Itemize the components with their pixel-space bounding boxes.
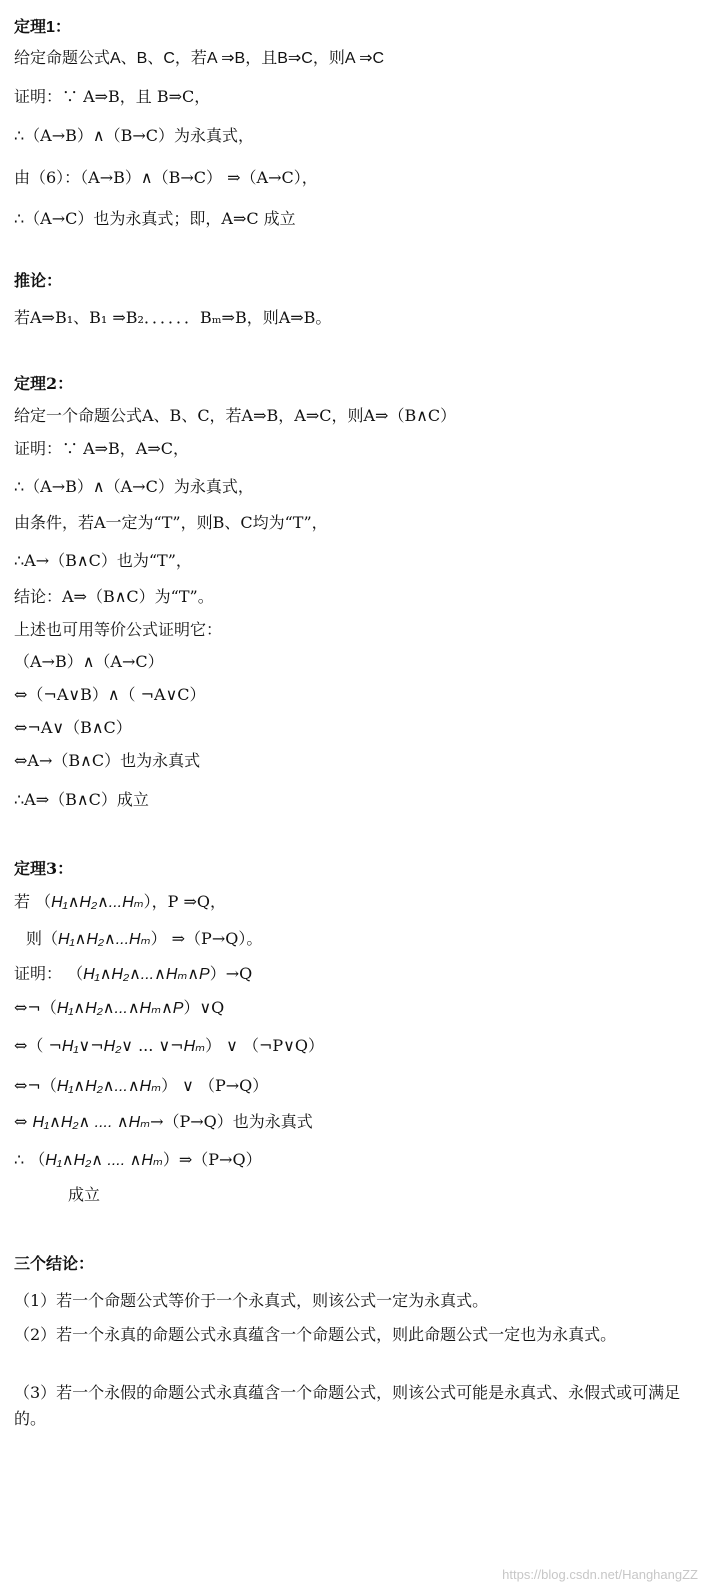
- theorem3-proof-step: 成立: [68, 1185, 101, 1204]
- theorem3-hypothesis: [14, 892, 226, 913]
- formula-part: H₁∧H₂∧ .... ∧Hₘ: [45, 1152, 163, 1169]
- theorem3-proof-line: [14, 964, 252, 985]
- theorem2-proof-line: 上述也可用等价公式证明它：: [14, 620, 223, 639]
- theorem3-proof-step: [14, 1076, 268, 1097]
- theorem2-proof-line: 结论：A⇒（B∧C）为“T”。: [14, 587, 214, 606]
- text-part: ）∨Q: [183, 998, 225, 1017]
- formula-part: H₁: [61, 1038, 79, 1055]
- theorem3-proof-step: [14, 1036, 324, 1057]
- theorem2-equivalence-step: ⇔（¬A∨B）∧（ ¬A∨C）: [14, 685, 206, 704]
- theorem2-statement: 给定一个命题公式A、B、C，若A⇒B，A⇒C，则A⇒（B∧C）: [14, 406, 457, 425]
- text-part: ⇔（ ¬: [14, 1036, 62, 1055]
- formula-part: H₁∧H₂∧...Hₘ: [51, 894, 144, 911]
- theorem3-proof-step: [14, 1112, 313, 1133]
- text-part: ） ∨ （P→Q）: [161, 1076, 269, 1095]
- conclusion-item: （3）若一个永假的命题公式永真蕴含一个命题公式，则该公式可能是永真式、永假式或可满足的。: [14, 1383, 681, 1428]
- text-part: ∨ ... ∨¬: [121, 1036, 184, 1055]
- watermark: https://blog.csdn.net/HanghangZZ: [502, 1567, 698, 1582]
- formula-part: H₁∧H₂∧ .... ∧Hₘ: [32, 1114, 151, 1131]
- conclusion-item: （1）若一个命题公式等价于一个永真式，则该公式一定为永真式。: [14, 1291, 489, 1310]
- theorem3-proof-step: [14, 1150, 262, 1171]
- formula-part: H₁∧H₂∧...∧Hₘ∧P: [83, 966, 210, 983]
- theorem2-proof-line: ∴（A→B）∧（A→C）为永真式，: [14, 477, 254, 496]
- text-part: 则（: [26, 929, 59, 948]
- theorem3-proof-step: [14, 998, 224, 1019]
- theorem1-heading: 定理1：: [14, 19, 71, 36]
- conclusion-item: （2）若一个永真的命题公式永真蕴含一个命题公式，则此命题公式一定也为永真式。: [14, 1325, 617, 1344]
- text-part: ） ∨ （¬P∨Q）: [205, 1036, 324, 1055]
- text-part: ）⇒（P→Q）: [162, 1150, 262, 1169]
- theorem1-proof-line: ∴（A→C）也为永真式；即，A⇒C 成立: [14, 209, 296, 228]
- corollary-statement: 若A⇒B₁、B₁ ⇒B₂．．．．．．Bₘ⇒B，则A⇒B。: [14, 308, 332, 327]
- theorem3-conclusion: [26, 929, 262, 950]
- theorem2-heading: 定理2：: [14, 374, 74, 393]
- theorem2-proof-line: 由条件，若A一定为“T”，则B、C均为“T”，: [14, 513, 328, 532]
- formula-part: H₁∧H₂∧...∧Hₘ∧P: [56, 1000, 184, 1017]
- text-part: ⇔¬（: [14, 1076, 57, 1095]
- theorem1-proof-line: 证明：∵ A⇒B，且 B⇒C，: [14, 87, 211, 106]
- theorem2-proof-line: 证明：∵ A⇒B，A⇒C，: [14, 439, 190, 458]
- formula-part: Hₘ: [183, 1038, 206, 1055]
- theorem2-equivalence-step: ∴A⇒（B∧C）成立: [14, 790, 149, 809]
- text-part: 证明： （: [14, 964, 84, 983]
- text-part: 若 （: [14, 892, 52, 911]
- text-part: ）→Q: [209, 964, 253, 983]
- text-part: ），P ⇒Q，: [143, 892, 227, 911]
- formula-part: H₂: [103, 1038, 122, 1055]
- formula-part: H₁∧H₂∧...Hₘ: [58, 931, 151, 948]
- text-part: ⇔: [14, 1112, 33, 1131]
- text-part: ） ⇒（P→Q）。: [150, 929, 263, 948]
- theorem2-equivalence-step: （A→B）∧（A→C）: [14, 652, 164, 671]
- theorem1-proof-line: ∴（A→B）∧（B→C）为永真式，: [14, 126, 255, 145]
- formula-part: H₁∧H₂∧...∧Hₘ: [56, 1078, 162, 1095]
- text-part: ⇔¬（: [14, 998, 57, 1017]
- theorem2-equivalence-step: ⇔¬A∨（B∧C）: [14, 718, 132, 737]
- conclusions-heading: 三个结论：: [14, 1254, 95, 1273]
- corollary-heading: 推论：: [14, 273, 63, 290]
- theorem2-equivalence-step: ⇔A→（B∧C）也为永真式: [14, 751, 201, 770]
- theorem1-statement: 给定命题公式A、B、C，若A ⇒B，且B⇒C，则A ⇒C: [14, 50, 385, 67]
- theorem3-heading: 定理3：: [14, 859, 74, 878]
- text-part: →（P→Q）也为永真式: [150, 1112, 313, 1131]
- text-part: ∨¬: [78, 1036, 104, 1055]
- text-part: ∴ （: [14, 1150, 46, 1169]
- theorem2-proof-line: ∴A→（B∧C）也为“T”，: [14, 551, 192, 570]
- theorem1-proof-line: 由（6）：（A→B）∧（B→C） ⇒（A→C），: [14, 168, 318, 187]
